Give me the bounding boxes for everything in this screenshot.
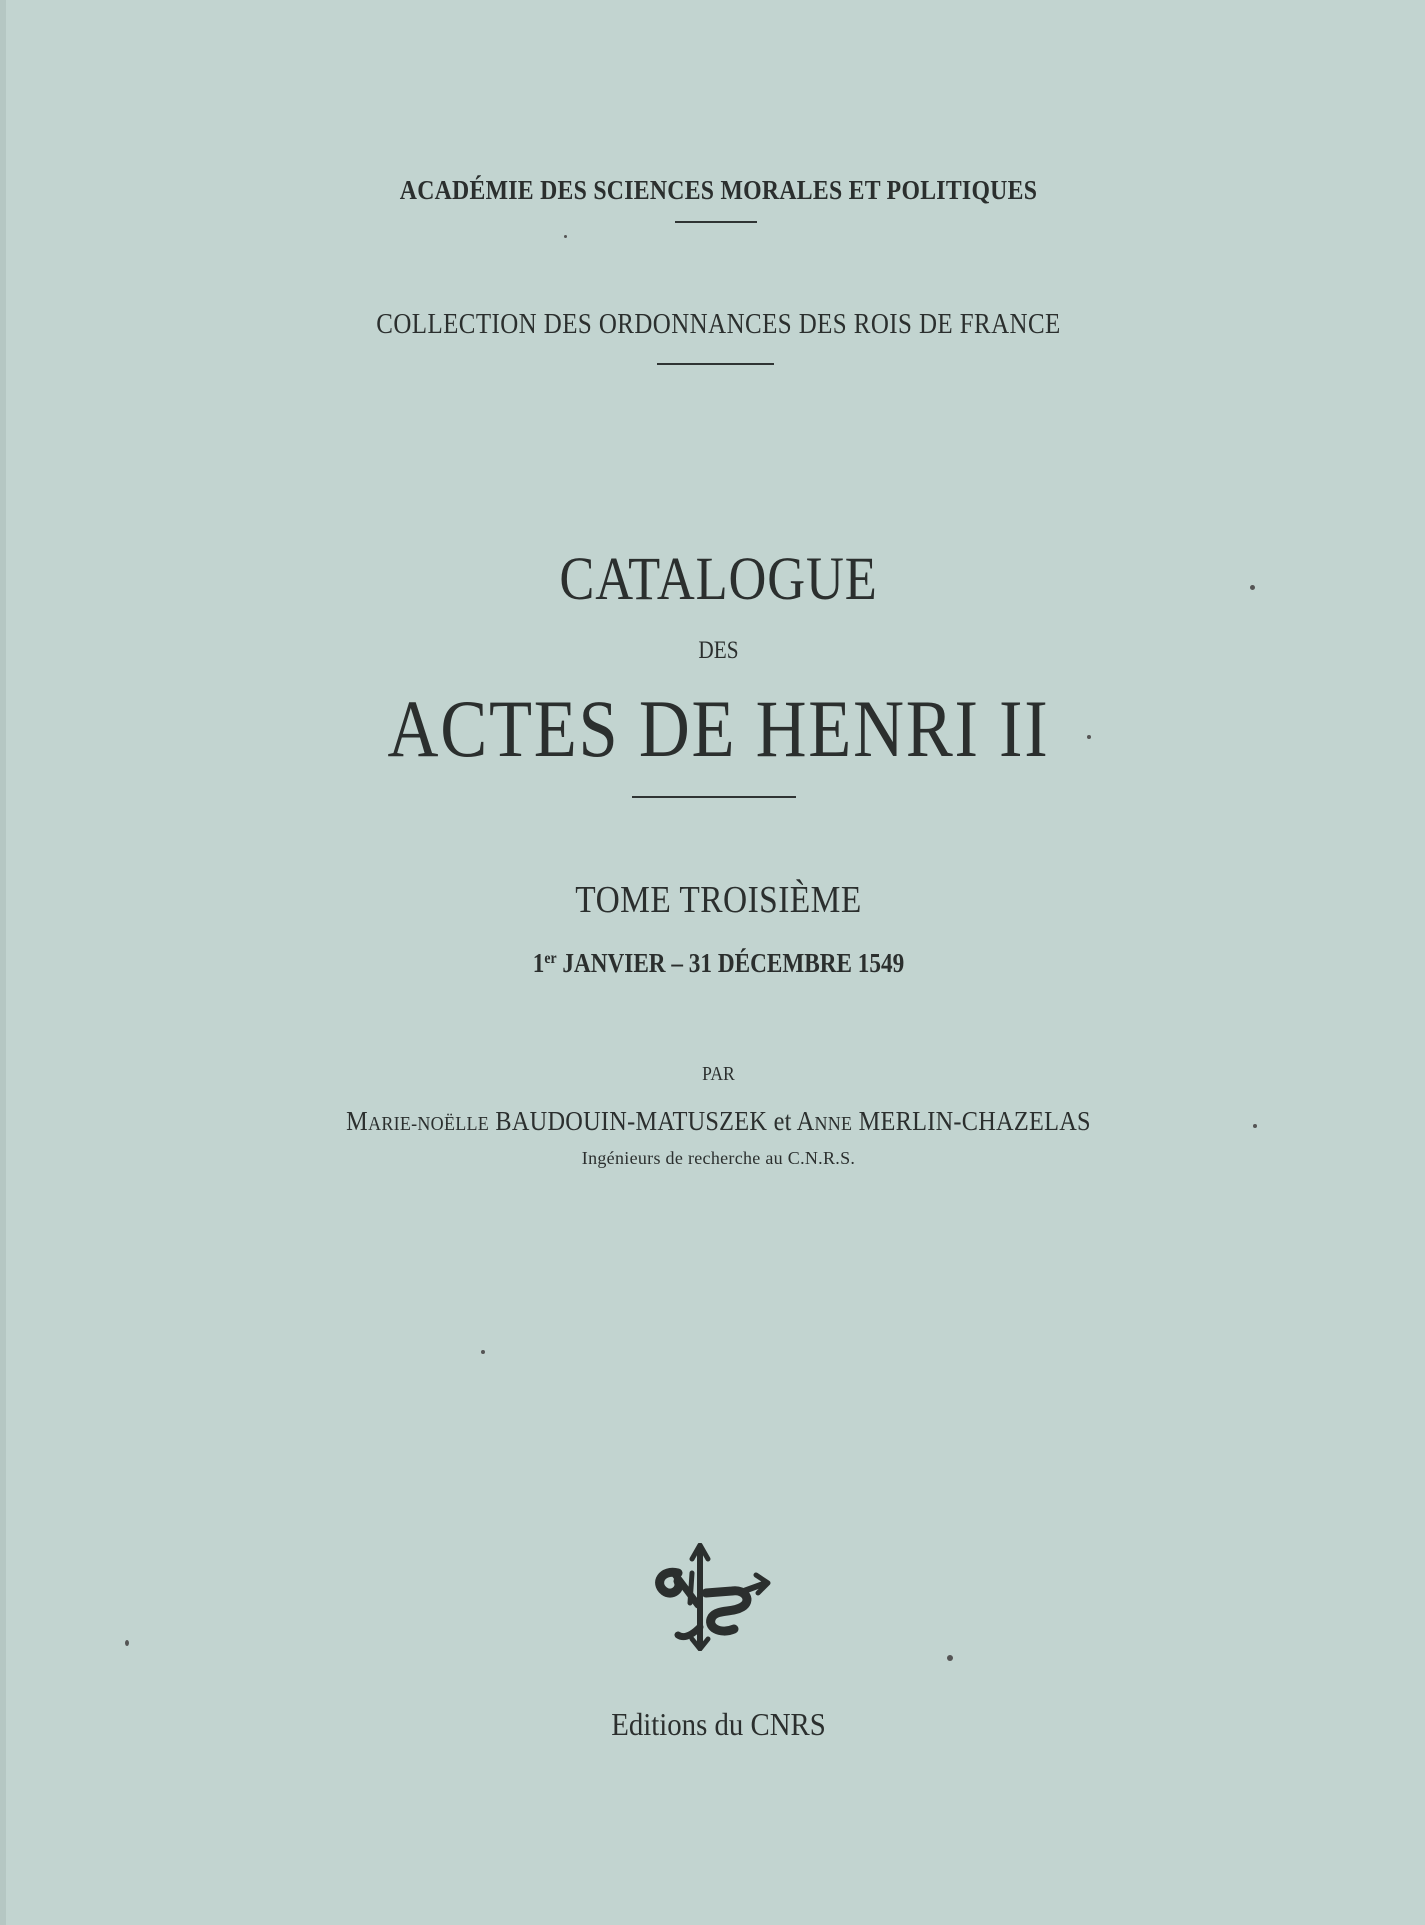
paper-speck <box>564 235 567 238</box>
dates-rest: JANVIER – 31 DÉCEMBRE 1549 <box>556 948 905 978</box>
divider-2 <box>657 363 774 365</box>
title-catalogue: CATALOGUE <box>559 546 878 613</box>
paper-speck <box>481 1350 485 1354</box>
publisher-name: Editions du CNRS <box>611 1706 826 1742</box>
cnrs-logo-icon <box>648 1543 776 1651</box>
by-label: PAR <box>702 1063 735 1085</box>
dates-superscript: er <box>544 950 557 967</box>
paper-speck <box>947 1655 953 1661</box>
paper-speck <box>1250 585 1255 590</box>
authors-conjunction: et <box>773 1106 792 1136</box>
title-des: DES <box>698 637 739 664</box>
author2-given-rest: NNE <box>814 1113 853 1135</box>
dates-number: 1 <box>532 948 545 978</box>
author2-initial: A <box>791 1106 815 1136</box>
author1-initial: M <box>346 1106 369 1136</box>
authors-line <box>77 1106 1360 1137</box>
paper-speck <box>1253 1124 1257 1128</box>
collection-name: COLLECTION DES ORDONNANCES DES ROIS DE FRANCE <box>376 308 1061 340</box>
title-actes: ACTES DE HENRI II <box>387 683 1050 774</box>
volume-dates <box>106 948 1332 979</box>
paper-speck <box>1087 735 1091 739</box>
academy-name: ACADÉMIE DES SCIENCES MORALES ET POLITIQUES <box>399 175 1038 205</box>
author1-given-rest: ARIE-NOËLLE <box>368 1113 489 1135</box>
divider-3 <box>632 796 796 798</box>
author2-surname: MERLIN-CHAZELAS <box>852 1106 1091 1136</box>
divider-1 <box>675 221 757 223</box>
authors-affiliation: Ingénieurs de recherche au C.N.R.S. <box>581 1148 856 1168</box>
author1-surname: BAUDOUIN-MATUSZEK <box>489 1106 774 1136</box>
volume-tome: TOME TROISIÈME <box>575 879 862 921</box>
paper-speck <box>125 1640 129 1646</box>
